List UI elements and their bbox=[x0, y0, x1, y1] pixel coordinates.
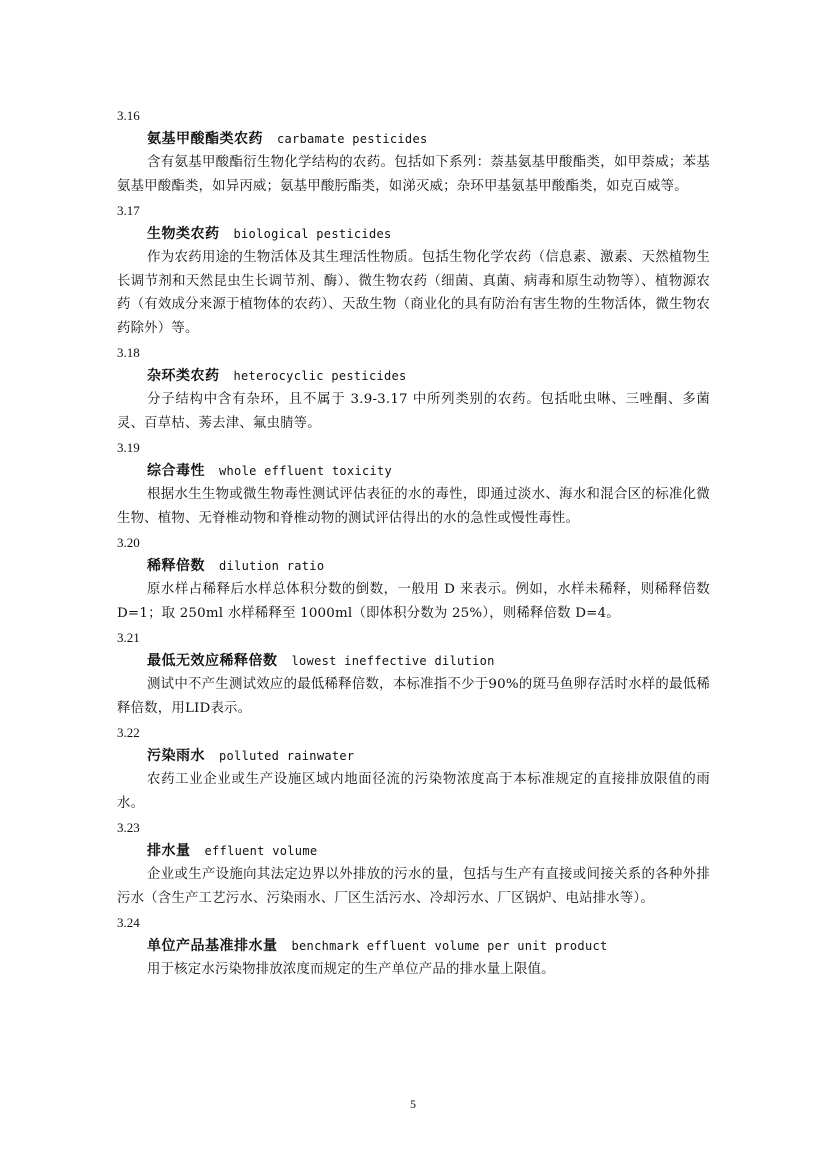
clause-number: 3.17 bbox=[117, 203, 140, 218]
term-chinese: 单位产品基准排水量 bbox=[147, 938, 278, 954]
term-chinese: 排水量 bbox=[147, 843, 191, 859]
term-heading bbox=[117, 367, 710, 385]
clause-number: 3.24 bbox=[117, 915, 140, 930]
term-english: effluent volume bbox=[204, 844, 318, 858]
definitions-section bbox=[117, 103, 710, 982]
clause-number: 3.19 bbox=[117, 440, 140, 455]
term-heading bbox=[117, 652, 710, 670]
clause-number: 3.22 bbox=[117, 725, 140, 740]
term-definition: 分子结构中含有杂环，且不属于 3.9-3.17 中所列类别的农药。包括吡虫啉、三唑酮、多菌灵、百草枯、莠去津、氟虫腈等。 bbox=[117, 392, 710, 431]
term-english: carbamate pesticides bbox=[277, 132, 428, 146]
definition-entry bbox=[117, 344, 710, 435]
clause-number: 3.16 bbox=[117, 108, 140, 123]
definition-entry bbox=[117, 107, 710, 198]
clause-number: 3.18 bbox=[117, 345, 140, 360]
term-english: benchmark effluent volume per unit product bbox=[291, 939, 608, 953]
term-english: lowest ineffective dilution bbox=[291, 654, 495, 668]
definition-entry bbox=[117, 914, 710, 982]
term-definition: 测试中不产生测试效应的最低稀释倍数，本标准指不少于90%的斑马鱼卵存活时水样的最低稀释倍数，用LID表示。 bbox=[117, 677, 710, 716]
term-chinese: 杂环类农药 bbox=[147, 368, 220, 384]
term-chinese: 最低无效应稀释倍数 bbox=[147, 653, 278, 669]
term-heading bbox=[117, 842, 710, 860]
clause-number: 3.20 bbox=[117, 535, 140, 550]
clause-number: 3.23 bbox=[117, 820, 140, 835]
definition-entry bbox=[117, 534, 710, 625]
term-english: heterocyclic pesticides bbox=[233, 369, 407, 383]
term-heading bbox=[117, 130, 710, 148]
term-definition: 企业或生产设施向其法定边界以外排放的污水的量，包括与生产有直接或间接关系的各种外排污水（含生产工艺污水、污染雨水、厂区生活污水、冷却污水、厂区锅炉、电站排水等）。 bbox=[117, 867, 710, 906]
term-definition: 作为农药用途的生物活体及其生理活性物质。包括生物化学农药（信息素、激素、天然植物生长调节剂和天然昆虫生长调节剂、酶）、微生物农药（细菌、真菌、病毒和原生动物等）、植物源农药（有效成分来源于植物体的农药）、天敌生物（商业化的具有防治有害生物的生物活体，微生物农药除外）等。 bbox=[117, 250, 710, 336]
term-chinese: 稀释倍数 bbox=[147, 558, 205, 574]
term-definition: 根据水生生物或微生物毒性测试评估表征的水的毒性，即通过淡水、海水和混合区的标准化微生物、植物、无脊椎动物和脊椎动物的测试评估得出的水的急性或慢性毒性。 bbox=[117, 487, 710, 526]
term-chinese: 生物类农药 bbox=[147, 226, 220, 242]
term-heading bbox=[117, 937, 710, 955]
term-english: whole effluent toxicity bbox=[219, 464, 393, 478]
term-chinese: 污染雨水 bbox=[147, 748, 205, 764]
term-english: polluted rainwater bbox=[219, 749, 355, 763]
term-english: biological pesticides bbox=[233, 227, 392, 241]
term-heading bbox=[117, 462, 710, 480]
term-heading bbox=[117, 225, 710, 243]
term-english: dilution ratio bbox=[219, 559, 325, 573]
clause-number: 3.21 bbox=[117, 630, 140, 645]
definition-entry bbox=[117, 439, 710, 530]
term-chinese: 综合毒性 bbox=[147, 463, 205, 479]
term-definition: 农药工业企业或生产设施区域内地面径流的污染物浓度高于本标准规定的直接排放限值的雨水。 bbox=[117, 772, 710, 811]
term-definition: 用于核定水污染物排放浓度而规定的生产单位产品的排水量上限值。 bbox=[147, 962, 555, 977]
page-number: 5 bbox=[410, 1097, 416, 1111]
term-definition: 原水样占稀释后水样总体积分数的倒数，一般用 D 来表示。例如，水样未稀释，则稀释倍数 D=1；取 250ml 水样稀释至 1000ml（即体积分数为 25%），则稀释倍数 D=4。 bbox=[117, 582, 710, 621]
definition-entry bbox=[117, 819, 710, 910]
term-chinese: 氨基甲酸酯类农药 bbox=[147, 131, 263, 147]
definition-entry bbox=[117, 202, 710, 340]
term-heading bbox=[117, 557, 710, 575]
definition-entry bbox=[117, 629, 710, 720]
term-definition: 含有氨基甲酸酯衍生物化学结构的农药。包括如下系列：萘基氨基甲酸酯类，如甲萘威；苯基氨基甲酸酯类，如异丙威；氨基甲酸肟酯类，如涕灭威；杂环甲基氨基甲酸酯类，如克百威等。 bbox=[117, 155, 710, 194]
definition-entry bbox=[117, 724, 710, 815]
term-heading bbox=[117, 747, 710, 765]
